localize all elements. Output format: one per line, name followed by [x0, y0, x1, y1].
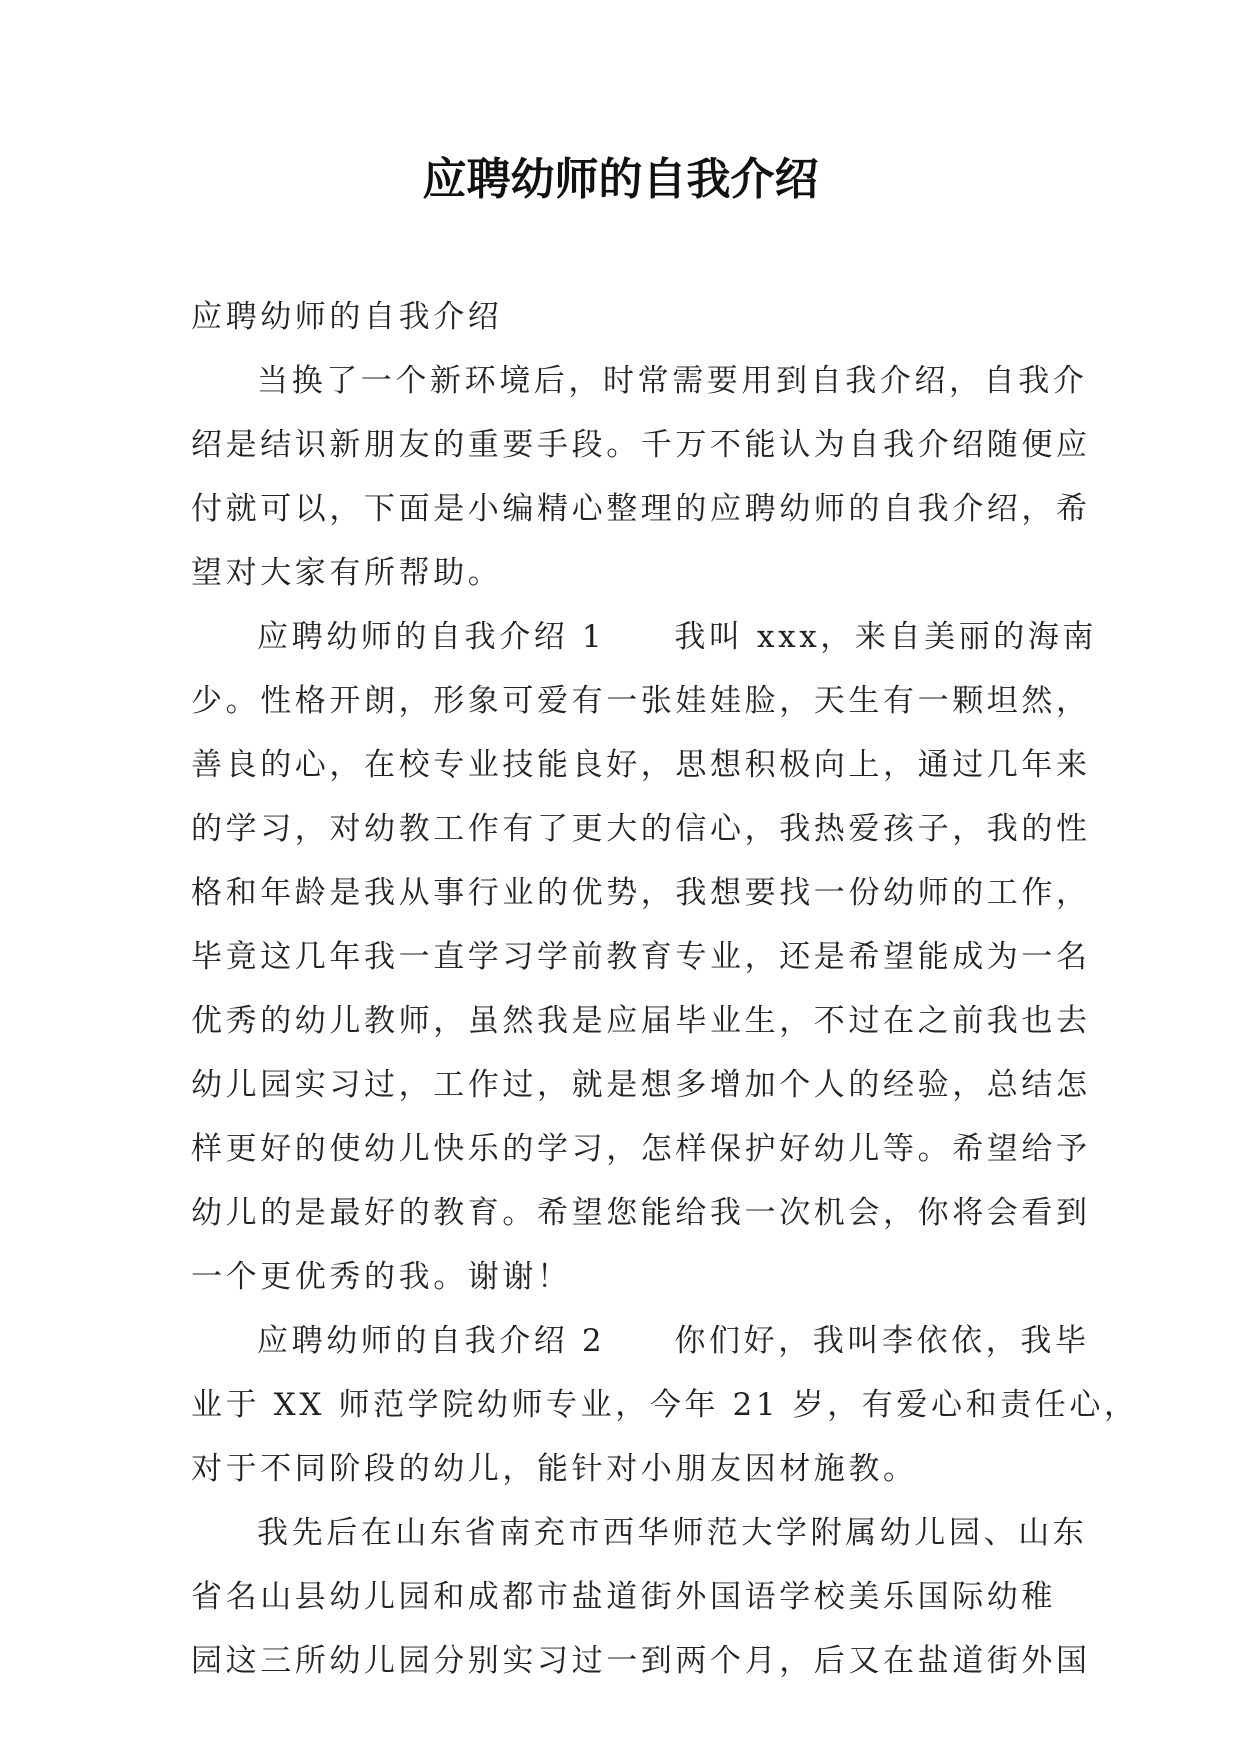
text-line: 幼儿园实习过，工作过，就是想多增加个人的经验，总结怎	[191, 1067, 1091, 1103]
text-line: 业于 XX 师范学院幼师专业，今年 21 岁，有爱心和责任心，	[191, 1387, 1139, 1423]
document-title: 应聘幼师的自我介绍	[422, 154, 819, 205]
text-line: 应聘幼师的自我介绍 1 我叫 xxx，来自美丽的海南	[257, 619, 1098, 655]
text-line: 当换了一个新环境后，时常需要用到自我介绍，自我介	[257, 363, 1088, 399]
text-line: 善良的心，在校专业技能良好，思想积极向上，通过几年来	[191, 747, 1091, 783]
text-line: 格和年龄是我从事行业的优势，我想要找一份幼师的工作，	[191, 875, 1091, 911]
text-line: 幼儿的是最好的教育。希望您能给我一次机会，你将会看到	[191, 1195, 1091, 1231]
text-line: 付就可以，下面是小编精心整理的应聘幼师的自我介绍，希	[191, 491, 1091, 527]
document-body	[191, 285, 1139, 1693]
text-line: 对于不同阶段的幼儿，能针对小朋友因材施教。	[191, 1451, 918, 1487]
text-line: 应聘幼师的自我介绍	[191, 299, 503, 335]
text-line: 园这三所幼儿园分别实习过一到两个月，后又在盐道街外国	[191, 1643, 1091, 1679]
text-line: 的学习，对幼教工作有了更大的信心，我热爱孩子，我的性	[191, 811, 1091, 847]
text-line: 样更好的使幼儿快乐的学习，怎样保护好幼儿等。希望给予	[191, 1131, 1091, 1167]
text-line: 一个更优秀的我。谢谢！	[191, 1259, 572, 1295]
text-line: 省名山县幼儿园和成都市盐道街外国语学校美乐国际幼稚	[191, 1579, 1056, 1615]
text-line: 绍是结识新朋友的重要手段。千万不能认为自我介绍随便应	[191, 427, 1091, 463]
text-line: 优秀的幼儿教师，虽然我是应届毕业生，不过在之前我也去	[191, 1003, 1091, 1039]
text-line: 望对大家有所帮助。	[191, 555, 503, 591]
text-line: 我先后在山东省南充市西华师范大学附属幼儿园、山东	[257, 1515, 1088, 1551]
text-line: 应聘幼师的自我介绍 2 你们好，我叫李依依，我毕	[257, 1323, 1090, 1359]
text-line: 毕竟这几年我一直学习学前教育专业，还是希望能成为一名	[191, 939, 1091, 975]
text-line: 少。性格开朗，形象可爱有一张娃娃脸，天生有一颗坦然，	[191, 683, 1091, 719]
